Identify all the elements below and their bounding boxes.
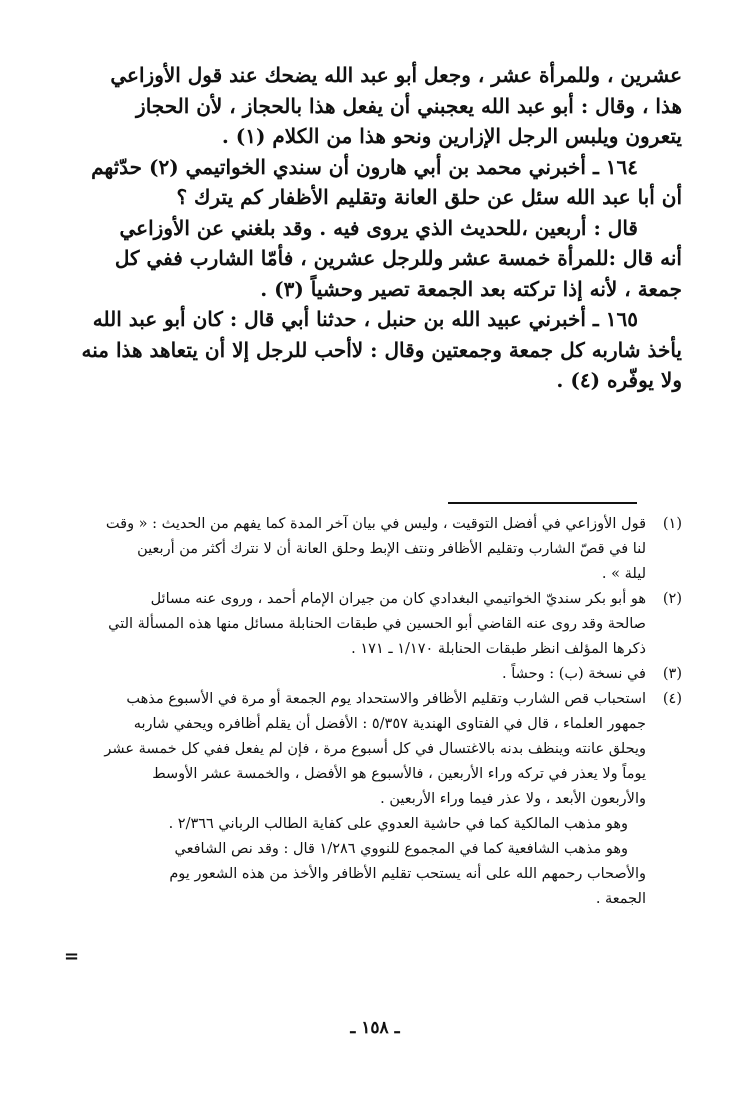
footnote-line: ذكرها المؤلف انظر طبقات الحنابلة ١/١٧٠ ـ ١٧١ . — [351, 641, 646, 657]
text-line: هذا ، وقال : أبو عبد الله يعجبني أن يفعل هذا بالحجاز ، لأن الحجاز — [136, 93, 682, 118]
footnote-line: قول الأوزاعي في أفضل التوقيت ، وليس في بيان آخر المدة كما يفهم من الحديث : « وقت — [105, 516, 646, 532]
footnote — [68, 512, 682, 587]
text-line: يأخذ شاربه كل جمعة وجمعتين وقال : لاأحب للرجل إلا أن يتعاهد هذا منه — [81, 337, 682, 362]
main-text — [78, 60, 682, 396]
text-line: ١٦٤ ـ أخبرني محمد بن أبي هارون أن سندي الخواتيمي (٢) حدّثهم — [91, 154, 638, 179]
text-line: قال : أربعين ،للحديث الذي يروى فيه . وقد بلغني عن الأوزاعي — [119, 215, 638, 240]
text-line: جمعة ، لأنه إذا تركته بعد الجمعة تصير وحشياً (٣) . — [260, 276, 682, 301]
footnotes — [68, 512, 682, 912]
footnote-number: (٢) — [662, 591, 682, 607]
footnote-line: ليلة » . — [601, 566, 646, 582]
footnote-line: والأربعون الأبعد ، ولا عذر فيما وراء الأربعين . — [380, 791, 646, 807]
footnote-text — [68, 687, 646, 812]
continuation-mark: = — [64, 946, 80, 967]
footnote-number: (٣) — [662, 666, 682, 682]
footnote-number: (١) — [662, 516, 682, 532]
text-line: ١٦٥ ـ أخبرني عبيد الله بن حنبل ، حدثنا أبي قال : كان أبو عبد الله — [92, 307, 638, 331]
footnote-text — [68, 662, 646, 687]
text-line: ولا يوفّره (٤) . — [556, 368, 682, 392]
footnote — [68, 687, 682, 812]
footnote-continuation: والأصحاب رحمهم الله على أنه يستحب تقليم الأظافر والأخذ من هذه الشعور يوم — [169, 866, 646, 882]
footnote-continuation: الجمعة . — [595, 891, 646, 907]
footnote-separator — [448, 502, 637, 504]
footnote-line: لنا في قصّ الشارب وتقليم الأظافر ونتف الإبط وحلق العانة أن لا نترك أكثر من أربعين — [137, 541, 646, 557]
text-line: عشرين ، وللمرأة عشر ، وجعل أبو عبد الله يضحك عند قول الأوزاعي — [110, 63, 682, 87]
footnote — [68, 662, 682, 687]
footnote-continuation: وهو مذهب الشافعية كما في المجموع للنووي ١/٢٨٦ قال : وقد نص الشافعي — [174, 841, 628, 857]
footnote-text — [68, 512, 646, 587]
footnote-line: صالحة وقد روى عنه القاضي أبو الحسين في طبقات الحنابلة مسائل منها هذه المسألة التي — [108, 616, 646, 632]
text-line: يتعرون ويلبس الرجل الإزارين ونحو هذا من الكلام (١) . — [221, 124, 682, 148]
footnote-line: يوماً ولا يعذر في تركه وراء الأربعين ، فالأسبوع هو الأفضل ، والخمسة عشر الأوسط — [152, 766, 646, 782]
footnote-line: هو أبو بكر سنديّ الخواتيمي البغدادي كان من جيران الإمام أحمد ، وروى عنه مسائل — [150, 591, 646, 607]
footnote-text — [68, 587, 646, 662]
footnote-line: جمهور العلماء ، قال في الفتاوى الهندية ٥/٣٥٧ : الأفضل أن يقلم أظافره ويحفي شاربه — [133, 716, 646, 732]
footnote-continuation: وهو مذهب المالكية كما في حاشية العدوي على كفاية الطالب الرباني ٢/٣٦٦ . — [168, 816, 628, 832]
page-number: ـ ١٥٨ ـ — [350, 1018, 400, 1038]
text-line: أن أبا عبد الله سئل عن حلق العانة وتقليم الأظفار كم يترك ؟ — [176, 185, 682, 209]
footnote-line: ويحلق عانته وينظف بدنه بالاغتسال في كل أسبوع مرة ، فإن لم يفعل ففي كل خمسة عشر — [104, 741, 646, 757]
text-line: أنه قال :للمرأة خمسة عشر وللرجل عشرين ، فأمّا الشارب ففي كل — [114, 246, 682, 270]
footnote-number: (٤) — [662, 691, 682, 707]
footnote-line: استحباب قص الشارب وتقليم الأظافر والاستحداد يوم الجمعة أو مرة في الأسبوع مذهب — [126, 691, 646, 707]
footnote-line: في نسخة (ب) : وحشاً . — [502, 666, 646, 682]
footnote — [68, 587, 682, 662]
